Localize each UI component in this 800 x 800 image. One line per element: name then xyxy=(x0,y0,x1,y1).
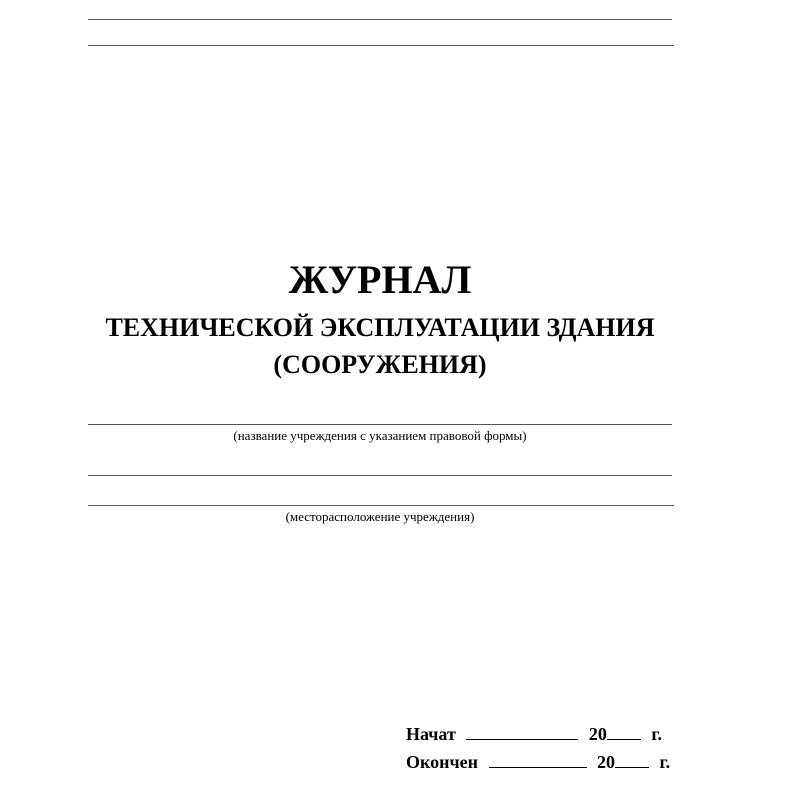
journal-title: ЖУРНАЛ xyxy=(288,257,472,302)
finished-year-suffix: г. xyxy=(659,752,671,772)
finished-day-month-blank xyxy=(489,750,587,768)
top-blank-line-1 xyxy=(88,19,672,20)
started-day-month-blank xyxy=(466,722,578,740)
finished-date-row xyxy=(406,750,670,774)
institution-name-caption: (название учреждения с указанием правовой формы) xyxy=(233,428,527,443)
started-year-prefix: 20 xyxy=(588,724,607,744)
location-line-2 xyxy=(88,505,674,506)
location-caption: (месторасположение учреждения) xyxy=(285,509,475,524)
location-line-1 xyxy=(88,475,672,476)
started-date-row xyxy=(406,722,662,746)
finished-year-blank xyxy=(615,750,649,768)
started-year-blank xyxy=(607,722,641,740)
journal-subtitle-line-1: ТЕХНИЧЕСКОЙ ЭКСПЛУАТАЦИИ ЗДАНИЯ xyxy=(105,313,655,342)
started-label: Начат xyxy=(406,724,456,744)
top-blank-line-2 xyxy=(88,45,674,46)
finished-year-prefix: 20 xyxy=(597,752,616,772)
institution-name-line xyxy=(88,424,672,425)
journal-subtitle-line-2: (СООРУЖЕНИЯ) xyxy=(273,350,487,379)
started-year-suffix: г. xyxy=(651,724,662,744)
finished-label: Окончен xyxy=(406,752,479,772)
